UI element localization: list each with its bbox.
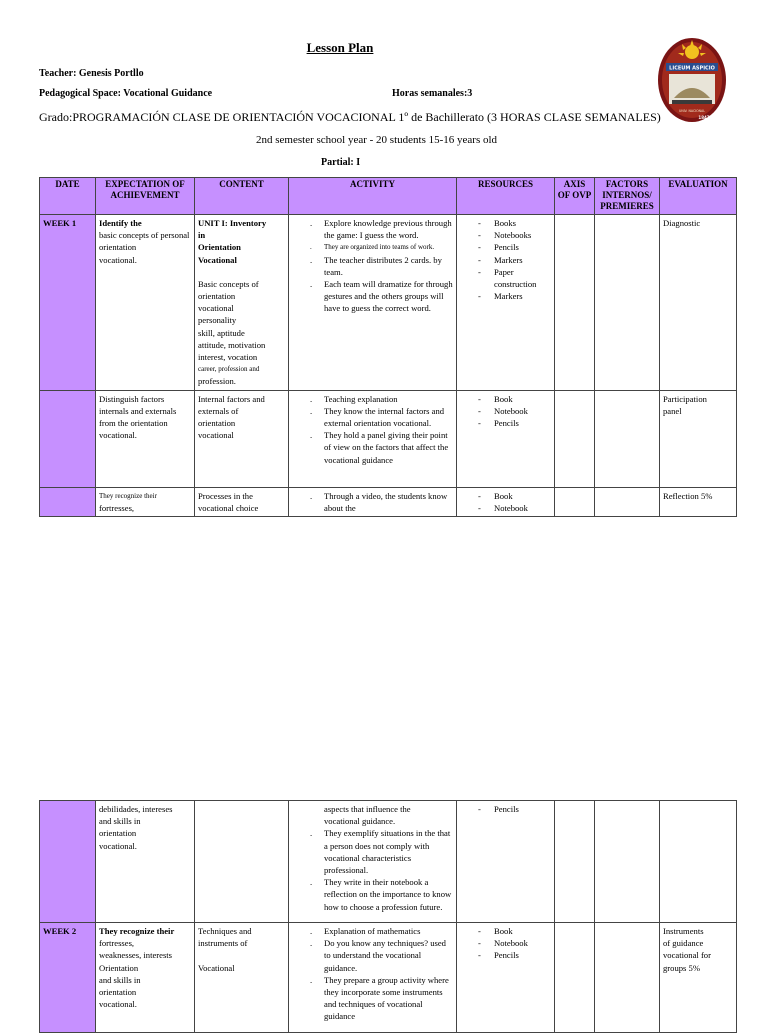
header-expectation: EXPECTATION OF ACHIEVEMENT <box>96 178 195 215</box>
expectation-cell <box>96 215 195 391</box>
grado-line <box>39 110 661 125</box>
list-item: - Book <box>494 393 551 405</box>
week-label: WEEK 2 <box>43 926 77 936</box>
teacher-name: Genesis Portllo <box>78 68 144 79</box>
header-content: CONTENT <box>195 178 289 215</box>
content-title: UNIT I: Inventory in Orientation Vocational <box>198 218 267 265</box>
axis-cell <box>555 390 595 487</box>
list-item: . Teaching explanation <box>324 393 453 405</box>
list-item: - Notebook <box>494 405 551 417</box>
pedagogical-space-line <box>39 88 212 99</box>
header-date: DATE <box>40 178 96 215</box>
factors-cell <box>595 923 660 1033</box>
resources-cell <box>457 487 555 516</box>
list-item: - Notebook <box>494 937 551 949</box>
factors-cell <box>595 801 660 923</box>
activity-cell <box>289 801 457 923</box>
list-item: . Through a video, the students know about the <box>324 490 453 514</box>
svg-text:UNIV. NACIONAL: UNIV. NACIONAL <box>679 109 705 113</box>
list-item: . They hold a panel giving their point of view on the factors that affect the vocational guidance <box>324 429 453 466</box>
expectation-cell: Distinguish factors internals and externals from the orientation vocational. <box>96 390 195 487</box>
resources-cell <box>457 801 555 923</box>
expectation-cell: debilidades, intereses and skills in orientation vocational. <box>96 801 195 923</box>
factors-cell <box>595 390 660 487</box>
hours-label: Horas semanales: <box>392 88 468 99</box>
resources-cell <box>457 923 555 1033</box>
expectation-small: They recognize their <box>99 491 157 500</box>
week-label: WEEK 1 <box>43 218 77 228</box>
content-cell: Processes in the vocational choice <box>195 487 289 516</box>
date-cell <box>40 487 96 516</box>
header-evaluation: EVALUATION <box>660 178 737 215</box>
resources-list <box>460 490 551 514</box>
date-cell <box>40 923 96 1033</box>
content-cell <box>195 801 289 923</box>
evaluation-cell: Participation panel <box>660 390 737 487</box>
factors-cell <box>595 215 660 391</box>
teacher-label: Teacher: <box>39 68 77 79</box>
activity-list <box>292 490 453 514</box>
content-cell: Techniques and instruments of Vocational <box>195 923 289 1033</box>
list-item: - Pencils <box>494 949 551 961</box>
header-resources: RESOURCES <box>457 178 555 215</box>
axis-cell <box>555 801 595 923</box>
list-item: - Book <box>494 490 551 502</box>
activity-lead: aspects that influence the vocational guidance. <box>324 804 411 827</box>
header-activity: ACTIVITY <box>289 178 457 215</box>
axis-cell <box>555 215 595 391</box>
list-item: . The teacher distributes 2 cards. by team. <box>324 254 453 278</box>
list-item: - Paper construction <box>494 266 551 290</box>
expectation-lead: Identify the <box>99 218 142 228</box>
list-item: . Each team will dramatize for through gestures and the others groups will have to guess the correct word. <box>324 278 453 315</box>
list-item: . Do you know any techniques? used to understand the vocational guidance. <box>324 937 453 974</box>
lesson-plan-table-page2 <box>39 800 737 1033</box>
content-small: career, profession and <box>198 365 260 374</box>
header-axis: AXIS OF OVP <box>555 178 595 215</box>
content-cell: Internal factors and externals of orientation vocational <box>195 390 289 487</box>
list-item: - Books <box>494 217 551 229</box>
table-row <box>40 215 737 391</box>
pedagogical-space-value: Vocational Guidance <box>123 88 213 99</box>
date-cell <box>40 390 96 487</box>
activity-list <box>292 827 453 912</box>
list-item: . They know the internal factors and external orientation vocational. <box>324 405 453 429</box>
factors-cell <box>595 487 660 516</box>
list-item: - Book <box>494 925 551 937</box>
evaluation-cell: Reflection 5% <box>660 487 737 516</box>
evaluation-cell: Diagnostic <box>660 215 737 391</box>
table-header-row <box>40 178 737 215</box>
hours-value: 3 <box>467 88 473 99</box>
lesson-plan-table-page1 <box>39 177 737 517</box>
semester-line: 2nd semester school year - 20 students 15-16 years old <box>256 134 498 146</box>
pedagogical-space-label: Pedagogical Space: <box>39 88 121 99</box>
header-factors: FACTORS INTERNOS/ PREMIERES <box>595 178 660 215</box>
list-item: - Pencils <box>494 803 551 815</box>
activity-cell <box>289 923 457 1033</box>
svg-text:LICEUM ASPICIO: LICEUM ASPICIO <box>669 65 715 72</box>
expectation-text: fortresses, weaknesses, interests Orientation and skills in orientation vocational. <box>99 938 173 1010</box>
grado-value: PROGRAMACIÓN CLASE DE ORIENTACIÓN VOCACIONAL 1º de Bachillerato (3 HORAS CLASE SEMANALES) <box>72 110 661 124</box>
list-item: - Pencils <box>494 241 551 253</box>
table-row <box>40 801 737 923</box>
list-item: - Notebooks <box>494 229 551 241</box>
resources-list <box>460 925 551 962</box>
table-row <box>40 923 737 1033</box>
activity-list <box>292 393 453 466</box>
grado-label: Grado: <box>39 110 73 124</box>
partial-line: Partial: I <box>321 157 361 168</box>
table-row <box>40 487 737 516</box>
content-text: Basic concepts of orientation vocational personality skill, aptitude attitude, motivation interest, vocation <box>198 278 266 363</box>
list-item: . They prepare a group activity where they incorporate some instruments and techniques of vocational guidance <box>324 974 453 1023</box>
resources-cell <box>457 215 555 391</box>
list-item: . Explanation of mathematics <box>324 925 453 937</box>
list-item: . Explore knowledge previous through the game: I guess the word. <box>324 217 453 241</box>
resources-list <box>460 393 551 430</box>
content-cell <box>195 215 289 391</box>
activity-cell <box>289 215 457 391</box>
axis-cell <box>555 923 595 1033</box>
activity-list <box>292 925 453 1023</box>
list-item: - Notebook <box>494 502 551 514</box>
school-seal-logo <box>656 36 728 124</box>
expectation-lead: They recognize their <box>99 926 175 936</box>
list-item: - Markers <box>494 254 551 266</box>
content-tail: profession. <box>198 376 236 387</box>
list-item: . They are organized into teams of work. <box>324 241 453 253</box>
list-item: - Markers <box>494 290 551 302</box>
list-item: - Pencils <box>494 417 551 429</box>
date-cell <box>40 215 96 391</box>
table-row <box>40 390 737 487</box>
resources-cell <box>457 390 555 487</box>
evaluation-cell: Instruments of guidance vocational for groups 5% <box>660 923 737 1033</box>
list-item: . They exemplify situations in the that a person does not comply with vocational characteristics professional. <box>324 827 453 876</box>
expectation-cell <box>96 923 195 1033</box>
date-cell <box>40 801 96 923</box>
page-title: Lesson Plan <box>306 40 374 55</box>
resources-list <box>460 217 551 302</box>
activity-list <box>292 217 453 315</box>
list-item: . They write in their notebook a reflection on the importance to know how to choose a profession future. <box>324 876 453 913</box>
resources-list <box>460 803 551 815</box>
expectation-text: basic concepts of personal orientation vocational. <box>99 230 190 265</box>
activity-cell <box>289 390 457 487</box>
svg-text:1847: 1847 <box>698 115 710 120</box>
expectation-cell <box>96 487 195 516</box>
activity-cell <box>289 487 457 516</box>
teacher-line <box>39 68 144 79</box>
hours-line <box>392 88 472 99</box>
expectation-text: fortresses, <box>99 502 135 513</box>
axis-cell <box>555 487 595 516</box>
evaluation-cell <box>660 801 737 923</box>
